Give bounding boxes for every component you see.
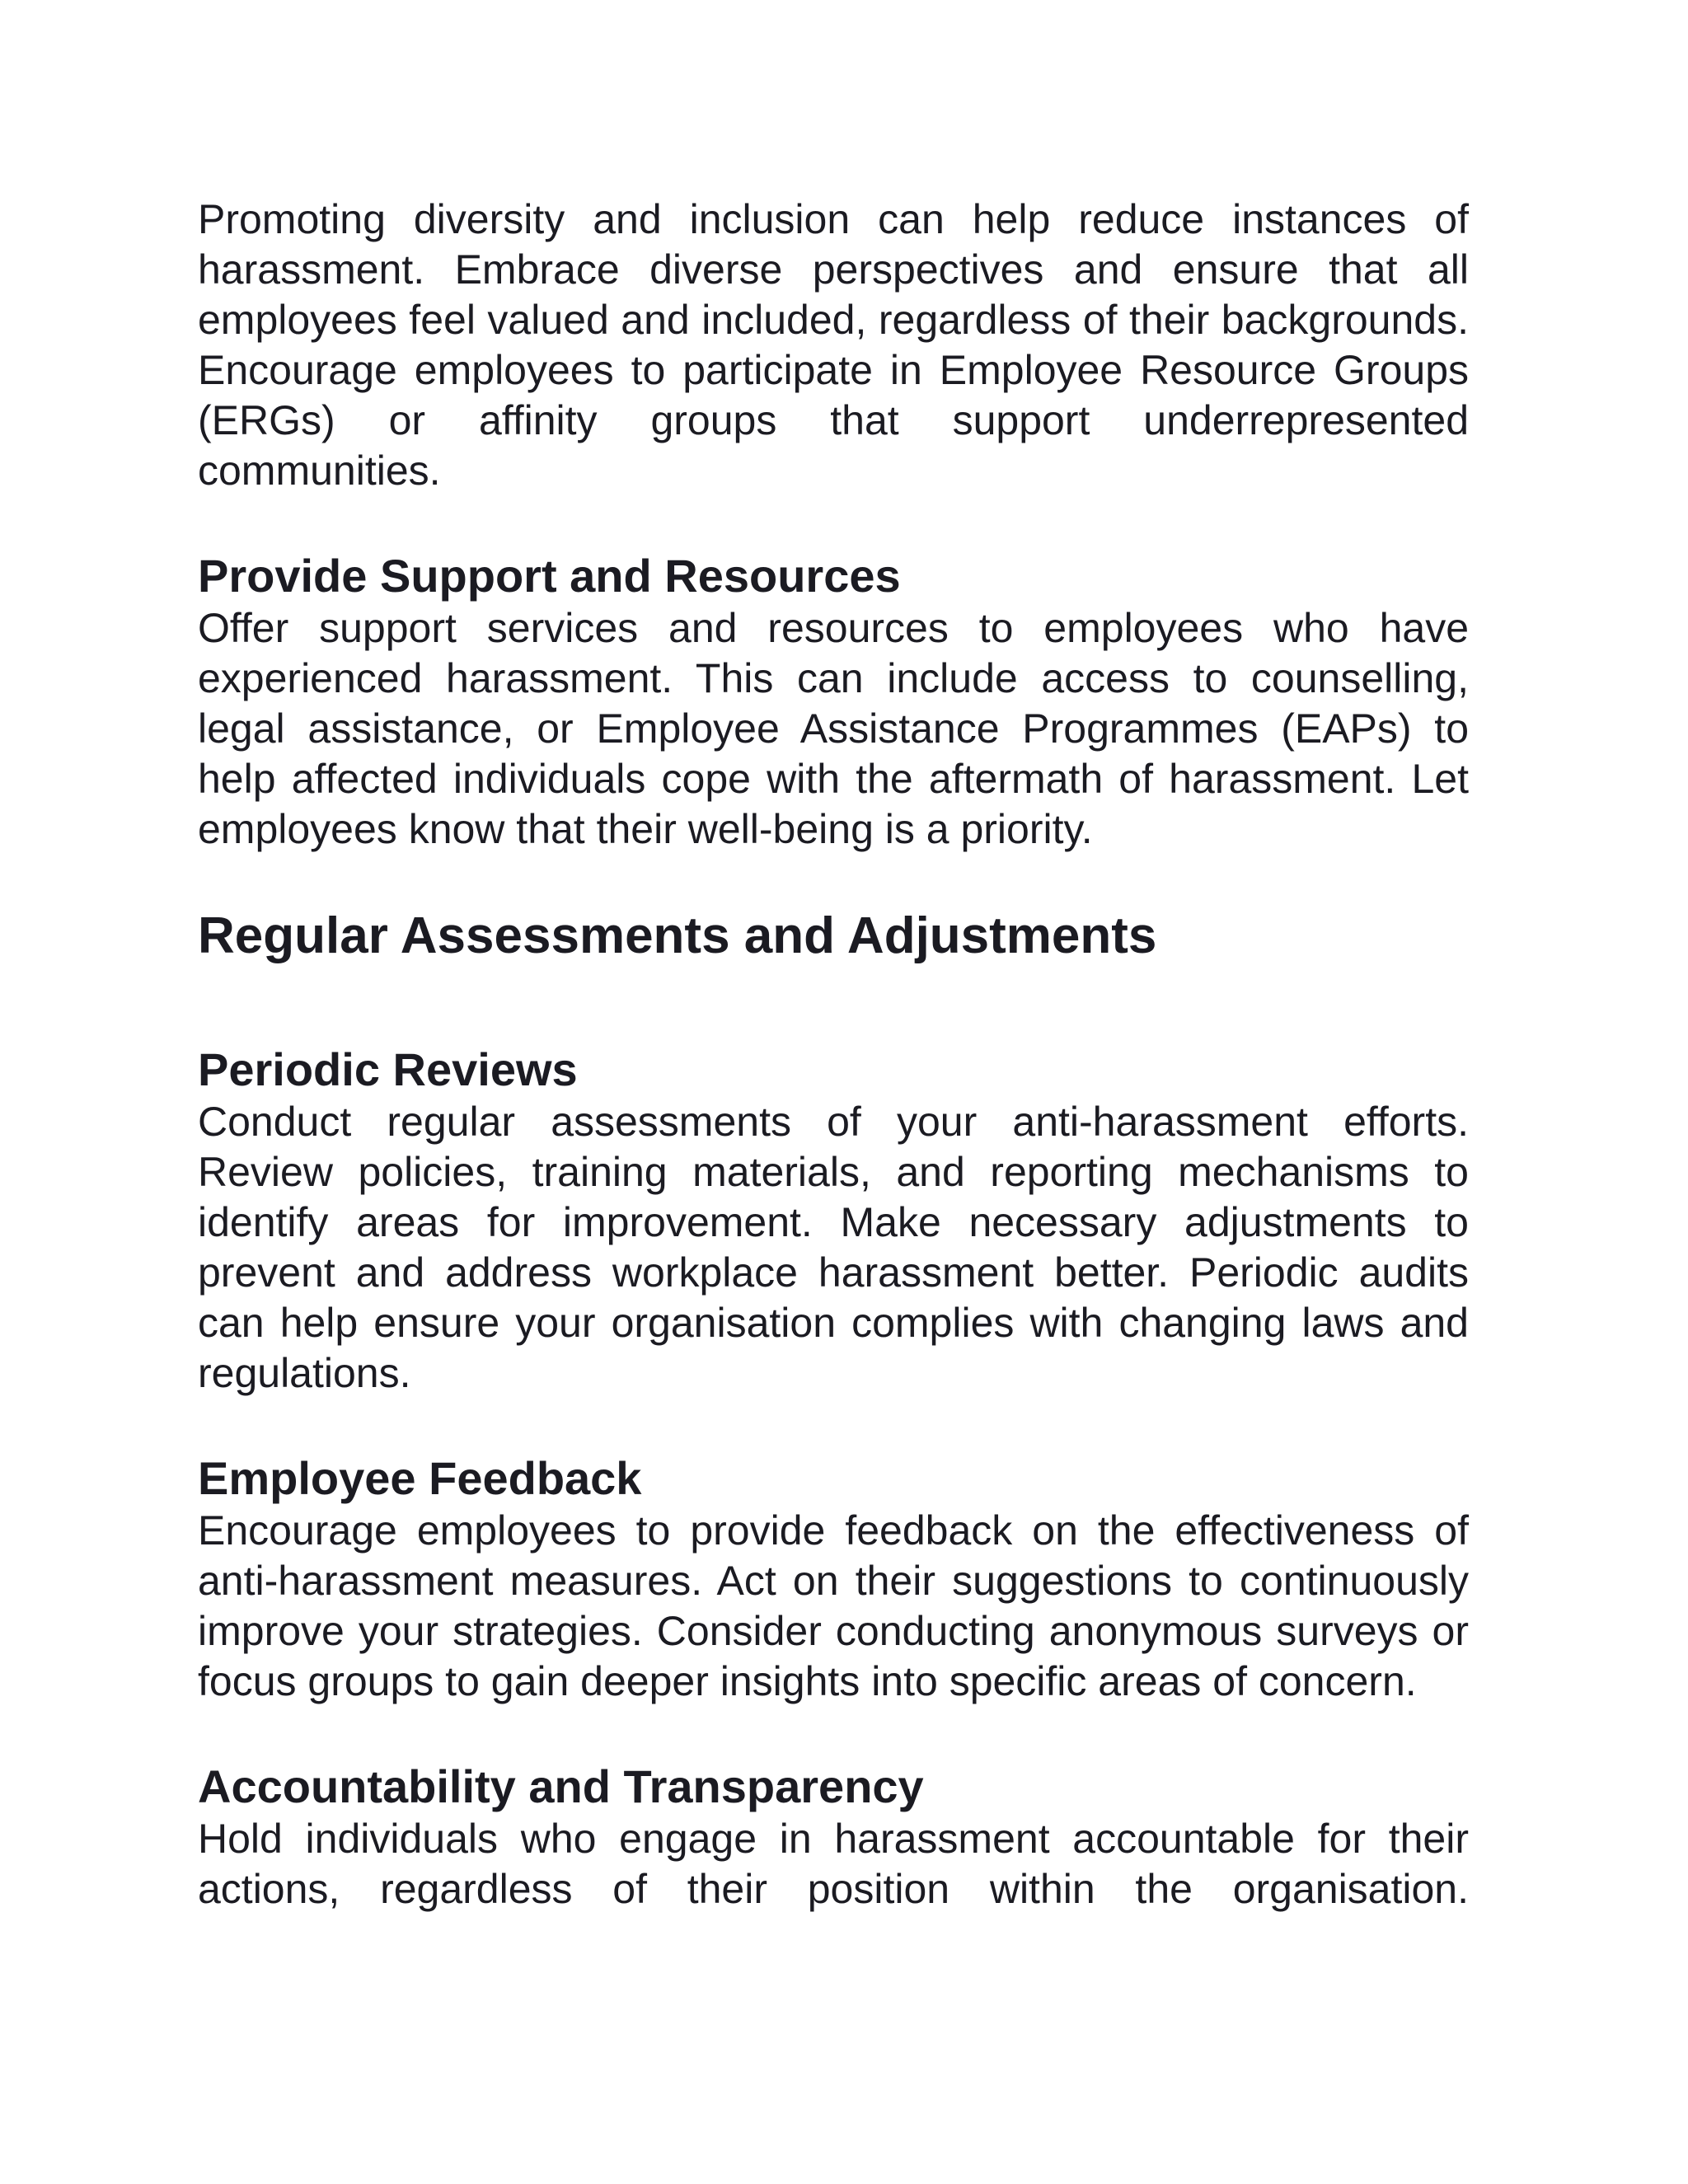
spacer (198, 496, 1469, 549)
employee-feedback-heading: Employee Feedback (198, 1452, 642, 1504)
spacer (198, 1707, 1469, 1760)
spacer (198, 855, 1469, 906)
support-paragraph: Offer support services and resources to employees who have experienced harassment. This can include access to counselling, legal assistance, or Employee Assistance Programmes (EAPs) to help affected individuals cope with the aftermath of harassment. Let employees know that their well-being is a priority. (198, 605, 1469, 852)
accountability-heading: Accountability and Transparency (198, 1760, 924, 1812)
spacer (198, 967, 1469, 1043)
periodic-reviews-heading: Periodic Reviews (198, 1043, 578, 1095)
support-heading: Provide Support and Resources (198, 550, 901, 602)
section-heading: Regular Assessments and Adjustments (198, 907, 1157, 964)
periodic-reviews-paragraph: Conduct regular assessments of your anti-harassment efforts. Review policies, training materials, and reporting mechanisms to identify areas for improvement. Make necessary adjustments to prevent and address workplace harassment better. Periodic audits can help ensure your organisation complies with changing laws and regulations. (198, 1099, 1469, 1396)
page-content (198, 194, 1469, 1915)
accountability-paragraph: Hold individuals who engage in harassment accountable for their actions, regardless of their position within the organisation. (198, 1816, 1469, 1912)
spacer (198, 1399, 1469, 1451)
employee-feedback-paragraph: Encourage employees to provide feedback on the effectiveness of anti-harassment measures. Act on their suggestions to continuously improve your strategies. Consider conducting anonymous surveys or focus groups to gain deeper insights into specific areas of concern. (198, 1507, 1469, 1704)
intro-paragraph: Promoting diversity and inclusion can help reduce instances of harassment. Embrace diverse perspectives and ensure that all employees feel valued and included, regardless of their backgrounds. Encourage employees to participate in Employee Resource Groups (ERGs) or affinity groups that support underrepresented communities. (198, 196, 1469, 494)
